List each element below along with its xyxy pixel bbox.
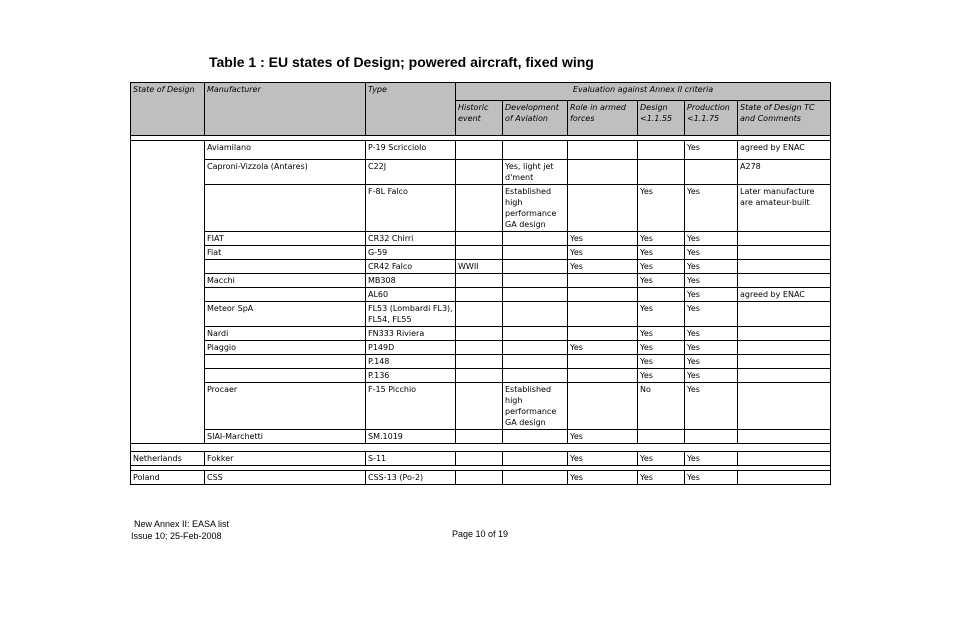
cell-historic-event [456, 246, 503, 260]
cell-state [131, 141, 205, 444]
cell-design: Yes [638, 355, 685, 369]
cell-comments [738, 260, 831, 274]
cell-type: MB308 [366, 274, 456, 288]
table-row [131, 452, 831, 466]
table-row [131, 430, 831, 444]
cell-design: Yes [638, 452, 685, 466]
cell-type: S-11 [366, 452, 456, 466]
cell-type: SM.1019 [366, 430, 456, 444]
header-design: Design <1.1.55 [638, 101, 685, 136]
cell-role-armed-forces: Yes [568, 341, 638, 355]
cell-manufacturer: CSS [205, 471, 366, 485]
cell-historic-event [456, 274, 503, 288]
cell-historic-event [456, 452, 503, 466]
header-state-of-design: State of Design [131, 83, 205, 136]
table-row [131, 471, 831, 485]
cell-development [503, 471, 568, 485]
cell-historic-event [456, 288, 503, 302]
cell-manufacturer: Macchi [205, 274, 366, 288]
table-row [131, 327, 831, 341]
cell-type: FL53 (Lombardi FL3), FL54, FL55 [366, 302, 456, 327]
cell-development: Established high performance GA design [503, 383, 568, 430]
cell-production: Yes [685, 302, 738, 327]
cell-role-armed-forces: Yes [568, 471, 638, 485]
cell-design: Yes [638, 327, 685, 341]
cell-manufacturer [205, 260, 366, 274]
cell-type: P.136 [366, 369, 456, 383]
cell-historic-event: WWII [456, 260, 503, 274]
table-row [131, 355, 831, 369]
cell-manufacturer: Fiat [205, 246, 366, 260]
cell-type: F-8L Falco [366, 185, 456, 232]
cell-manufacturer [205, 185, 366, 232]
table-row [131, 288, 831, 302]
cell-type: G-59 [366, 246, 456, 260]
cell-design [638, 141, 685, 160]
cell-role-armed-forces: Yes [568, 246, 638, 260]
cell-development [503, 288, 568, 302]
cell-comments: agreed by ENAC [738, 141, 831, 160]
cell-role-armed-forces [568, 327, 638, 341]
cell-type: CR32 Chirri [366, 232, 456, 246]
cell-role-armed-forces [568, 302, 638, 327]
cell-role-armed-forces [568, 369, 638, 383]
cell-role-armed-forces: Yes [568, 430, 638, 444]
cell-design: Yes [638, 274, 685, 288]
cell-historic-event [456, 327, 503, 341]
cell-production: Yes [685, 327, 738, 341]
header-production: Production <1.1.75 [685, 101, 738, 136]
cell-manufacturer [205, 355, 366, 369]
cell-development [503, 274, 568, 288]
cell-historic-event [456, 430, 503, 444]
cell-comments [738, 383, 831, 430]
cell-role-armed-forces [568, 383, 638, 430]
table-row [131, 246, 831, 260]
cell-role-armed-forces: Yes [568, 260, 638, 274]
cell-comments [738, 355, 831, 369]
cell-development [503, 260, 568, 274]
cell-type: CSS-13 (Po-2) [366, 471, 456, 485]
cell-historic-event [456, 302, 503, 327]
cell-development [503, 232, 568, 246]
cell-production: Yes [685, 471, 738, 485]
cell-historic-event [456, 141, 503, 160]
cell-production: Yes [685, 369, 738, 383]
cell-type: AL60 [366, 288, 456, 302]
cell-historic-event [456, 232, 503, 246]
cell-role-armed-forces: Yes [568, 232, 638, 246]
cell-manufacturer: Aviamilano [205, 141, 366, 160]
cell-production: Yes [685, 185, 738, 232]
cell-type: P149D [366, 341, 456, 355]
cell-design: Yes [638, 185, 685, 232]
table-row [131, 369, 831, 383]
cell-comments [738, 471, 831, 485]
footer-issue: Issue 10; 25-Feb-2008 [131, 531, 222, 541]
cell-historic-event [456, 383, 503, 430]
cell-manufacturer: SIAI-Marchetti [205, 430, 366, 444]
cell-production: Yes [685, 232, 738, 246]
cell-comments [738, 232, 831, 246]
cell-manufacturer: Fokker [205, 452, 366, 466]
header-development-of-aviation: Development of Aviation [503, 101, 568, 136]
cell-role-armed-forces [568, 185, 638, 232]
table-row [131, 274, 831, 288]
cell-production [685, 430, 738, 444]
header-state-tc-comments: State of Design TC and Comments [738, 101, 831, 136]
cell-comments [738, 246, 831, 260]
cell-design: Yes [638, 302, 685, 327]
table-row [131, 341, 831, 355]
cell-manufacturer [205, 369, 366, 383]
header-manufacturer: Manufacturer [205, 83, 366, 136]
cell-development [503, 246, 568, 260]
cell-production: Yes [685, 452, 738, 466]
cell-comments [738, 327, 831, 341]
header-historic-event: Historic event [456, 101, 503, 136]
cell-design: Yes [638, 341, 685, 355]
cell-role-armed-forces [568, 355, 638, 369]
cell-development [503, 452, 568, 466]
cell-role-armed-forces [568, 141, 638, 160]
cell-manufacturer: Procaer [205, 383, 366, 430]
table-row [131, 383, 831, 430]
footer-annex: New Annex II: EASA list [134, 519, 230, 529]
cell-historic-event [456, 185, 503, 232]
cell-development: Yes, light jet d'ment [503, 160, 568, 185]
cell-design: Yes [638, 471, 685, 485]
cell-historic-event [456, 471, 503, 485]
cell-development [503, 341, 568, 355]
aircraft-table [130, 82, 831, 485]
cell-comments [738, 341, 831, 355]
header-evaluation: Evaluation against Annex II criteria [456, 83, 831, 101]
cell-manufacturer: FIAT [205, 232, 366, 246]
cell-role-armed-forces [568, 274, 638, 288]
cell-manufacturer: Caproni-Vizzola (Antares) [205, 160, 366, 185]
cell-role-armed-forces [568, 160, 638, 185]
table-row [131, 232, 831, 246]
cell-type: P.148 [366, 355, 456, 369]
cell-design: Yes [638, 260, 685, 274]
cell-production: Yes [685, 246, 738, 260]
cell-production: Yes [685, 341, 738, 355]
cell-design [638, 160, 685, 185]
header-row [131, 83, 831, 101]
cell-production: Yes [685, 274, 738, 288]
cell-comments [738, 430, 831, 444]
separator-row [131, 444, 831, 452]
cell-development: Established high performance GA design [503, 185, 568, 232]
cell-historic-event [456, 160, 503, 185]
cell-historic-event [456, 341, 503, 355]
cell-manufacturer: Nardi [205, 327, 366, 341]
cell-design: No [638, 383, 685, 430]
cell-type: C22J [366, 160, 456, 185]
cell-production: Yes [685, 355, 738, 369]
cell-comments [738, 369, 831, 383]
cell-comments [738, 274, 831, 288]
header-role-in-armed-forces: Role in armed forces [568, 101, 638, 136]
cell-role-armed-forces: Yes [568, 452, 638, 466]
cell-type: F-15 Picchio [366, 383, 456, 430]
cell-production [685, 160, 738, 185]
cell-development [503, 327, 568, 341]
cell-manufacturer: Piaggio [205, 341, 366, 355]
table-row [131, 260, 831, 274]
cell-manufacturer: Meteor SpA [205, 302, 366, 327]
footer-page-number: Page 10 of 19 [452, 529, 509, 539]
cell-state: Netherlands [131, 452, 205, 466]
cell-comments: agreed by ENAC [738, 288, 831, 302]
cell-type: CR42 Falco [366, 260, 456, 274]
cell-comments [738, 452, 831, 466]
cell-historic-event [456, 369, 503, 383]
cell-comments [738, 302, 831, 327]
cell-comments: A278 [738, 160, 831, 185]
cell-development [503, 141, 568, 160]
table-title: Table 1 : EU states of Design; powered aircraft, fixed wing [209, 54, 594, 70]
cell-design [638, 288, 685, 302]
cell-type: P-19 Scricciolo [366, 141, 456, 160]
cell-production: Yes [685, 260, 738, 274]
cell-development [503, 355, 568, 369]
cell-manufacturer [205, 288, 366, 302]
cell-development [503, 302, 568, 327]
cell-state: Poland [131, 471, 205, 485]
table-row [131, 160, 831, 185]
cell-design: Yes [638, 232, 685, 246]
table-row [131, 302, 831, 327]
cell-production: Yes [685, 288, 738, 302]
cell-development [503, 369, 568, 383]
header-type: Type [366, 83, 456, 136]
cell-type: FN333 Riviera [366, 327, 456, 341]
cell-design [638, 430, 685, 444]
table-row [131, 185, 831, 232]
cell-production: Yes [685, 141, 738, 160]
cell-development [503, 430, 568, 444]
cell-comments: Later manufacture are amateur-built [738, 185, 831, 232]
table-row [131, 141, 831, 160]
cell-historic-event [456, 355, 503, 369]
cell-production: Yes [685, 383, 738, 430]
cell-design: Yes [638, 369, 685, 383]
cell-role-armed-forces [568, 288, 638, 302]
cell-design: Yes [638, 246, 685, 260]
